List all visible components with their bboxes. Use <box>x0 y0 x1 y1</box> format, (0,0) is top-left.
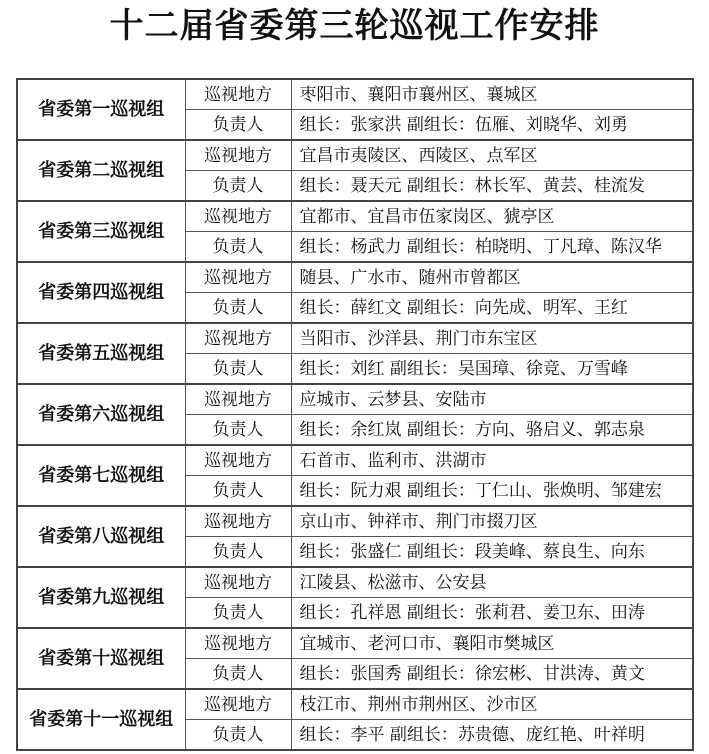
area-label-cell: 巡视地方 <box>185 689 291 720</box>
area-value-cell: 江陵县、松滋市、公安县 <box>291 567 693 598</box>
table-row <box>17 201 693 232</box>
group-name-cell: 省委第八巡视组 <box>17 506 185 567</box>
area-value-cell: 宜都市、宜昌市伍家岗区、猇亭区 <box>291 201 693 232</box>
lead-value-cell: 组长：张盛仁 副组长：段美峰、蔡良生、向东 <box>291 537 693 568</box>
table-row <box>17 567 693 598</box>
table-row <box>17 445 693 476</box>
area-value-cell: 应城市、云梦县、安陆市 <box>291 384 693 415</box>
area-label-cell: 巡视地方 <box>185 384 291 415</box>
lead-label-cell: 负责人 <box>185 659 291 690</box>
area-label-cell: 巡视地方 <box>185 140 291 171</box>
group-name-cell: 省委第五巡视组 <box>17 323 185 384</box>
lead-value-cell: 组长：聂天元 副组长：林长军、黄芸、桂流发 <box>291 171 693 202</box>
table-row <box>17 79 693 110</box>
arrangement-table <box>16 78 694 751</box>
lead-label-cell: 负责人 <box>185 293 291 324</box>
lead-label-cell: 负责人 <box>185 354 291 385</box>
table-row <box>17 689 693 720</box>
lead-value-cell: 组长：薛红文 副组长：向先成、明军、王红 <box>291 293 693 324</box>
group-name-cell: 省委第四巡视组 <box>17 262 185 323</box>
group-name-cell: 省委第十巡视组 <box>17 628 185 689</box>
lead-label-cell: 负责人 <box>185 720 291 751</box>
area-label-cell: 巡视地方 <box>185 323 291 354</box>
lead-label-cell: 负责人 <box>185 232 291 263</box>
group-name-cell: 省委第六巡视组 <box>17 384 185 445</box>
table-row <box>17 506 693 537</box>
lead-label-cell: 负责人 <box>185 110 291 141</box>
table-row <box>17 384 693 415</box>
lead-label-cell: 负责人 <box>185 476 291 507</box>
area-value-cell: 随县、广水市、随州市曾都区 <box>291 262 693 293</box>
page-title: 十二届省委第三轮巡视工作安排 <box>109 6 600 46</box>
area-value-cell: 枣阳市、襄阳市襄州区、襄城区 <box>291 79 693 110</box>
area-label-cell: 巡视地方 <box>185 262 291 293</box>
lead-label-cell: 负责人 <box>185 537 291 568</box>
area-label-cell: 巡视地方 <box>185 445 291 476</box>
table-row <box>17 323 693 354</box>
lead-value-cell: 组长：阮力艰 副组长：丁仁山、张焕明、邹建宏 <box>291 476 693 507</box>
table-row <box>17 628 693 659</box>
lead-value-cell: 组长：孔祥恩 副组长：张莉君、姜卫东、田涛 <box>291 598 693 629</box>
lead-value-cell: 组长：张国秀 副组长：徐宏彬、甘洪涛、黄文 <box>291 659 693 690</box>
lead-value-cell: 组长：李平 副组长：苏贵德、庞红艳、叶祥明 <box>291 720 693 751</box>
group-name-cell: 省委第七巡视组 <box>17 445 185 506</box>
table-body <box>17 79 693 750</box>
group-name-cell: 省委第一巡视组 <box>17 79 185 140</box>
area-label-cell: 巡视地方 <box>185 506 291 537</box>
area-label-cell: 巡视地方 <box>185 201 291 232</box>
group-name-cell: 省委第三巡视组 <box>17 201 185 262</box>
lead-label-cell: 负责人 <box>185 415 291 446</box>
area-value-cell: 宜昌市夷陵区、西陵区、点军区 <box>291 140 693 171</box>
area-value-cell: 石首市、监利市、洪湖市 <box>291 445 693 476</box>
lead-value-cell: 组长：杨武力 副组长：柏晓明、丁凡璋、陈汉华 <box>291 232 693 263</box>
table-row <box>17 140 693 171</box>
area-value-cell: 宜城市、老河口市、襄阳市樊城区 <box>291 628 693 659</box>
area-label-cell: 巡视地方 <box>185 567 291 598</box>
lead-value-cell: 组长：余红岚 副组长：方向、骆启义、郭志泉 <box>291 415 693 446</box>
area-label-cell: 巡视地方 <box>185 628 291 659</box>
area-label-cell: 巡视地方 <box>185 79 291 110</box>
lead-label-cell: 负责人 <box>185 171 291 202</box>
table-row <box>17 262 693 293</box>
group-name-cell: 省委第二巡视组 <box>17 140 185 201</box>
area-value-cell: 枝江市、荆州市荆州区、沙市区 <box>291 689 693 720</box>
lead-value-cell: 组长：刘红 副组长：吴国璋、徐竞、万雪峰 <box>291 354 693 385</box>
group-name-cell: 省委第九巡视组 <box>17 567 185 628</box>
area-value-cell: 当阳市、沙洋县、荆门市东宝区 <box>291 323 693 354</box>
group-name-cell: 省委第十一巡视组 <box>17 689 185 750</box>
lead-value-cell: 组长：张家洪 副组长：伍雁、刘晓华、刘勇 <box>291 110 693 141</box>
area-value-cell: 京山市、钟祥市、荆门市掇刀区 <box>291 506 693 537</box>
lead-label-cell: 负责人 <box>185 598 291 629</box>
arrangement-table-container <box>16 78 692 751</box>
